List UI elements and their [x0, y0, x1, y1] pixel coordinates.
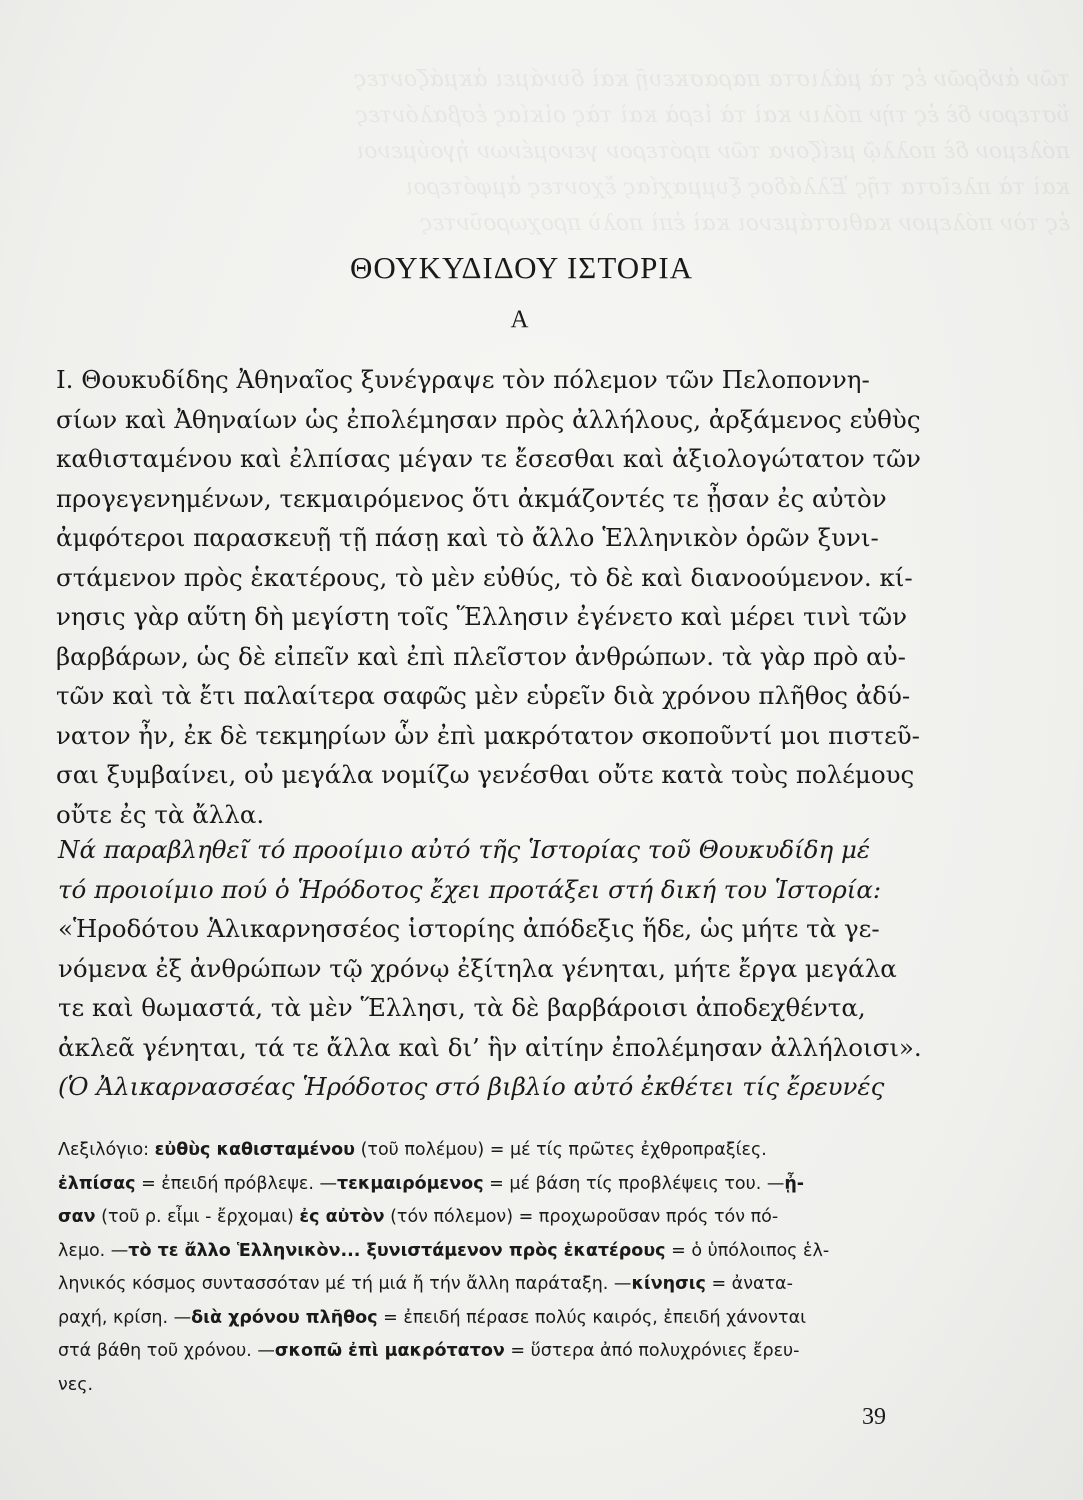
glossary-definition: = ἐπειδή πρόβλεψε. —	[135, 1173, 338, 1194]
text-line: νησις γὰρ αὕτη δὴ μεγίστη τοῖς Ἕλλησιν ἐγένετο καὶ μέρει τινὶ τῶν	[56, 602, 907, 631]
glossary-label: Λεξιλόγιο:	[58, 1140, 150, 1160]
herodotus-quote-line: τε καὶ θωμαστά, τὰ μὲν Ἕλλησι, τὰ δὲ βαρβάροισι ἀποδεχθέντα,	[58, 993, 866, 1022]
glossary-line	[58, 1302, 898, 1336]
text-line: καθισταμένου καὶ ἐλπίσας μέγαν τε ἔσεσθαι καὶ ἀξιολογώτατον τῶν	[56, 444, 921, 473]
glossary-definition: (τοῦ πολέμου) = μέ τίς πρῶτες ἐχθροπραξίες.	[355, 1140, 767, 1160]
text-line: οὔτε ἐς τὰ ἄλλα.	[56, 799, 265, 829]
bleed-through-text: τῶν ἀνδρῶν ἐς τὰ μάλιστα παρασκευῇ καὶ δυνάμει ἀκμάζοντες ὕστερον δὲ ἐς τὴν πόλιν καὶ τὰ ἱερὰ καὶ τὰς οἰκίας ἐσβαλόντες πόλεμον δὲ πολλῷ μείζονα τῶν πρότερον γενομένων ἡγούμενοι καὶ τὰ πλεῖστα τῆς Ἑλλάδος ξυμμαχίας ἔχοντες ἀμφότεροι ἐς τὸν πόλεμον καθιστάμενοι καὶ ἐπὶ πολὺ προχωροῦντες	[354, 67, 1070, 236]
glossary-line	[58, 1235, 898, 1269]
commentary-line: τό προιοίμιο πού ὁ Ἡρόδοτος ἔχει προτάξει στή δική του Ἱστορία:	[58, 874, 882, 904]
text-line: σαι ξυμβαίνει, οὐ μεγάλα νομίζω γενέσθαι οὔτε κατὰ τοὺς πολέμους	[56, 760, 915, 789]
herodotus-quote-line: νόμενα ἐξ ἀνθρώπων τῷ χρόνῳ ἐξίτηλα γένηται, μήτε ἔργα μεγάλα	[58, 953, 897, 983]
glossary-term: τεκμαιρόμενος	[337, 1173, 484, 1194]
commentary-line: Νά παραβληθεῖ τό προοίμιο αὐτό τῆς Ἱστορίας τοῦ Θουκυδίδη μέ	[58, 835, 871, 864]
page-title: ΘΟΥΚΥΔΙΔΟΥ ΙΣΤΟΡΙΑ	[349, 250, 694, 285]
text-line: προγεγενημένων, τεκμαιρόμενος ὅτι ἀκμάζοντές τε ᾖσαν ἐς αὐτὸν	[56, 483, 887, 513]
herodotus-quote-line: «Ἡροδότου Ἁλικαρνησσέος ἱστορίης ἀπόδεξις ἥδε, ὡς μήτε τὰ γε-	[58, 914, 880, 943]
glossary-term: κίνησις	[631, 1274, 706, 1294]
book-number: Α	[510, 306, 529, 333]
glossary-term: σκοπῶ ἐπὶ μακρότατον	[274, 1341, 505, 1361]
text-line: βαρβάρων, ὡς δὲ εἰπεῖν καὶ ἐπὶ πλεῖστον ἀνθρώπων. τὰ γὰρ πρὸ αὐ-	[56, 641, 906, 671]
glossary-definition: = ἀνατα-	[705, 1274, 793, 1294]
commentary-line: (Ὁ Ἀλικαρνασσέας Ἡρόδοτος στό βιβλίο αὐτό ἐκθέτει τίς ἔρευνές	[58, 1072, 885, 1101]
glossary-definition: νες.	[58, 1374, 94, 1395]
text-line: σίων καὶ Ἀθηναίων ὡς ἐπολέμησαν πρὸς ἀλλήλους, ἀρξάμενος εὐθὺς	[56, 404, 921, 434]
glossary-definition: στά βάθη τοῦ χρόνου. —	[58, 1341, 275, 1361]
glossary-line	[58, 1268, 898, 1302]
text-line: ἀμφότεροι παρασκευῇ τῇ πάσῃ καὶ τὸ ἄλλο Ἑλληνικὸν ὁρῶν ξυνι-	[56, 523, 879, 552]
glossary-definition: = ὕστερα ἀπό πολυχρόνιες ἔρευ-	[504, 1341, 800, 1361]
glossary-definition: = ὁ ὑπόλοιπος ἑλ-	[665, 1240, 830, 1261]
page-number: 39	[862, 1404, 886, 1430]
glossary-definition: ραχή, κρίση. —	[58, 1307, 192, 1328]
glossary-line	[58, 1134, 898, 1168]
text-line: νατον ἦν, ἐκ δὲ τεκμηρίων ὧν ἐπὶ μακρότατον σκοποῦντί μοι πιστεῦ-	[56, 720, 920, 750]
glossary-definition: (τόν πόλεμον) = προχωροῦσαν πρός τόν πό-	[384, 1207, 779, 1227]
glossary-definition: (τοῦ ρ. εἶμι - ἔρχομαι)	[95, 1207, 300, 1227]
glossary-term: ἐς αὐτὸν	[299, 1207, 385, 1227]
glossary-line	[58, 1369, 898, 1403]
glossary-definition: λεμο. —	[58, 1240, 129, 1261]
commentary	[58, 830, 922, 1107]
text-line: τῶν καὶ τὰ ἔτι παλαίτερα σαφῶς μὲν εὑρεῖν διὰ χρόνου πλῆθος ἀδύ-	[56, 681, 911, 710]
glossary-term: ᾖ-	[784, 1173, 805, 1194]
text-line: Ι. Θουκυδίδης Ἀθηναῖος ξυνέγραψε τὸν πόλεμον τῶν Πελοποννη-	[56, 365, 870, 394]
glossary-definition: = μέ βάση τίς προβλέψεις του. —	[483, 1173, 785, 1194]
glossary-line	[58, 1335, 898, 1369]
glossary	[58, 1134, 898, 1402]
herodotus-quote-line: ἀκλεᾶ γένηται, τά τε ἄλλα καὶ δι’ ἣν αἰτίην ἐπολέμησαν ἀλλήλοισι».	[58, 1032, 922, 1062]
text-line: στάμενον πρὸς ἑκατέρους, τὸ μὲν εὐθύς, τὸ δὲ καὶ διανοούμενον. κί-	[56, 562, 913, 592]
glossary-term: τὸ τε ἄλλο Ἑλληνικὸν... ξυνιστάμενον πρὸς ἑκατέρους	[128, 1240, 666, 1261]
glossary-term: διὰ χρόνου πλῆθος	[191, 1307, 378, 1328]
glossary-term: σαν	[58, 1207, 96, 1227]
glossary-definition: ληνικός κόσμος συντασσόταν μέ τή μιά ἤ τήν ἄλλη παράταξη. —	[58, 1274, 632, 1294]
glossary-term: εὐθὺς καθισταμένου	[154, 1140, 356, 1160]
glossary-term: ἐλπίσας	[58, 1173, 136, 1194]
glossary-definition: = ἐπειδή πέρασε πολύς καιρός, ἐπειδή χάνονται	[377, 1307, 807, 1328]
greek-main-text	[56, 360, 921, 834]
glossary-line	[58, 1201, 898, 1235]
glossary-line	[58, 1168, 898, 1202]
